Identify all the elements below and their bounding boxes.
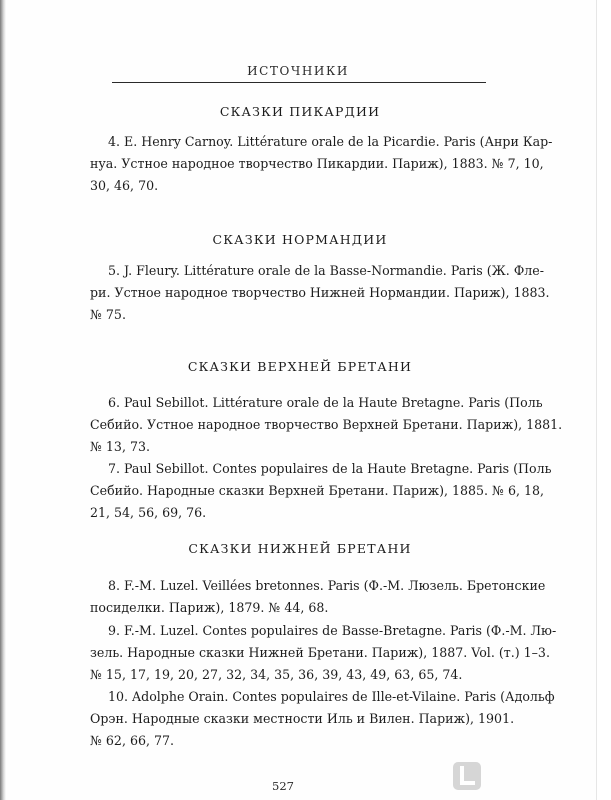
entry-line: 8. F.-M. Luzel. Veillées bretonnes. Paris (Ф.-М. Люзель. Бретонские (108, 578, 546, 593)
bibliography-entry (90, 686, 555, 752)
entry-line: 10. Adolphe Orain. Contes populaires de Ille-et-Vilaine. Paris (Адольф (108, 689, 555, 704)
entry-line: 9. F.-M. Luzel. Contes populaires de Basse-Bretagne. Paris (Ф.-М. Лю- (108, 623, 557, 638)
entry-line: Орэн. Народные сказки местности Иль и Вилен. Париж), 1901. (90, 711, 515, 726)
entry-line: № 75. (90, 307, 126, 322)
entry-line: зель. Народные сказки Нижней Бретани. Париж), 1887. Vol. (т.) 1–3. (90, 645, 550, 660)
entry-line: 21, 54, 56, 69, 76. (90, 505, 207, 520)
entry-line: 30, 46, 70. (90, 178, 159, 193)
running-head-rule (112, 82, 486, 83)
page-gutter-shadow (0, 0, 6, 800)
entry-line: 7. Paul Sebillot. Contes populaires de la Haute Bretagne. Paris (Поль (108, 461, 552, 476)
bibliography-entry (90, 392, 563, 458)
entry-line: № 62, 66, 77. (90, 733, 175, 748)
section-heading: СКАЗКИ НИЖНЕЙ БРЕТАНИ (188, 541, 412, 556)
entry-line: ри. Устное народное творчество Нижней Нормандии. Париж), 1883. (90, 285, 550, 300)
running-head: ИСТОЧНИКИ (247, 64, 349, 78)
entry-line: Себийо. Устное народное творчество Верхней Бретани. Париж), 1881. (90, 417, 563, 432)
entry-line: посиделки. Париж), 1879. № 44, 68. (90, 600, 329, 615)
entry-line: 6. Paul Sebillot. Littérature orale de la Haute Bretagne. Paris (Поль (108, 395, 543, 410)
entry-line: 5. J. Fleury. Littérature orale de la Basse-Normandie. Paris (Ж. Флe- (108, 263, 544, 278)
scan-margin (597, 0, 611, 800)
page-number: 527 (272, 779, 294, 793)
entry-line: № 15, 17, 19, 20, 27, 32, 34, 35, 36, 39, 43, 49, 63, 65, 74. (90, 667, 463, 682)
section-heading: СКАЗКИ НОРМАНДИИ (212, 232, 388, 247)
entry-line: нуа. Устное народное творчество Пикардии. Париж), 1883. № 7, 10, (90, 156, 544, 171)
section-heading: СКАЗКИ ПИКАРДИИ (219, 104, 381, 119)
entry-line: № 13, 73. (90, 439, 150, 454)
bibliography-entry (90, 620, 557, 686)
entry-line: Себийо. Народные сказки Верхней Бретани. Париж), 1885. № 6, 18, (90, 483, 545, 498)
entry-line: 4. E. Henry Carnoy. Littérature orale de la Picardie. Paris (Анри Кар- (108, 134, 553, 149)
labirint-watermark-logo (452, 761, 482, 791)
bibliography-entry (90, 575, 546, 619)
section-heading: СКАЗКИ ВЕРХНЕЙ БРЕТАНИ (187, 359, 413, 374)
bibliography-entry (90, 260, 550, 326)
bibliography-entry (90, 131, 553, 197)
bibliography-entry (90, 458, 552, 524)
